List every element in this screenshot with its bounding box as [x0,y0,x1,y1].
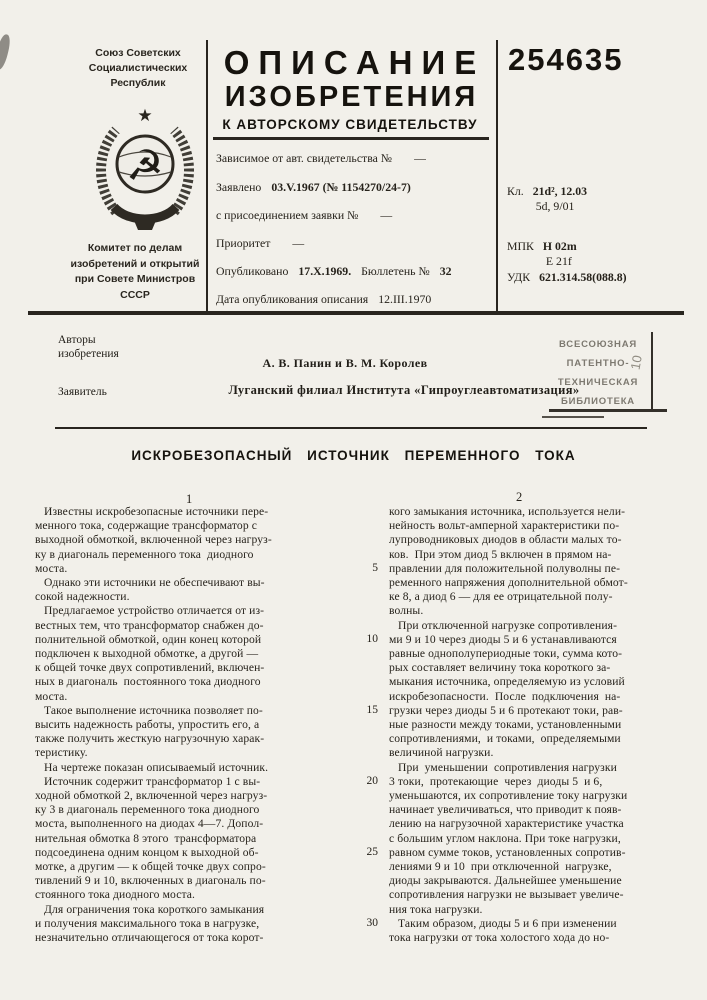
mpk-label: МПК [507,239,534,253]
mpk-value-2: E 21f [545,254,572,268]
field-application-date [216,180,494,195]
line-marker-20: 20 [366,775,378,787]
ussr-emblem-icon [86,100,204,237]
field-label: с присоединением заявки № [216,208,359,222]
doc-type-line2: ИЗОБРЕТЕНИЯ [224,81,479,113]
field-value: — [292,236,305,250]
udk-label: УДК [507,270,531,284]
field-dependent-certificate [216,151,494,166]
published-date: 17.X.1969. [298,264,352,278]
line-marker-15: 15 [366,704,378,716]
line-marker-10: 10 [366,633,378,645]
field-label: Приоритет [216,236,271,250]
patent-number: 254635 [508,42,624,77]
mpk-value-1: H 02m [542,239,577,253]
subtitle-rule [213,137,489,140]
committee-name: Комитет по делам изобретений и открытий при Совете Министров СССР [70,242,200,301]
bulletin-label: Бюллетень № [361,264,430,278]
field-published [216,264,494,279]
field-label: Опубликовано [216,264,289,278]
vertical-rule-right [496,40,498,312]
class-values [533,184,587,214]
main-divider-rule [28,311,684,315]
authors-names: А. В. Панин и В. М. Королев [262,356,428,370]
column-number-1: 1 [186,492,193,506]
doc-subtitle: К АВТОРСКОМУ СВИДЕТЕЛЬСТВУ [222,117,478,132]
applicant-label: Заявитель [58,386,107,398]
scan-artifact [0,33,12,71]
svg-text:☭: ☭ [126,141,164,190]
bulletin-number: 32 [439,264,452,278]
field-value: — [414,151,426,165]
field-value: 12.III.1970 [378,292,432,306]
library-stamp: ВСЕСОЮЗНАЯ ПАТЕНТНО- ТЕХНИЧЕСКАЯ БИБЛИОТЕКА [557,339,639,407]
stamp-mark: 10 [627,354,645,371]
field-label: Зависимое от авт. свидетельства № [216,151,393,165]
udk-value: 621.314.58(088.8) [539,270,627,284]
class-value-1: 21d², 12.03 [532,184,588,198]
column-number-2: 2 [516,490,523,504]
line-marker-5: 5 [372,562,378,574]
body-column-2: кого замыкания источника, используется нели- нейность вольт-амперной характеристики по- лупроводниковых диодов в области малых то- ков. При этом диод 5 включен в прямом на- правлении для положительной полуволны пе- ременного напряжения дополнительной обмот- ке 8, а диод 6 — для ее отрицательной полу- волны. При отключенной нагрузке сопротивления- ми 9 и 10 через диоды 5 и 6 устанавливаются равные однополупериодные токи, сумма кото- рых составляет величину тока короткого за- мыкания источника, определяемую из условий искробезопасности. После подключения на- грузки через диоды 5 и 6 протекают токи, рав- ные разности между токами, установленными сопротивлениями, и токами, определяемыми величиной нагрузки. При уменьшении сопротивления нагрузки 3 токи, протекающие через диоды 5 и 6, уменьшаются, их сопротивление току нагрузки начинает увеличиваться, что приводит к появ- лению на нагрузочной характеристике участка с большим углом наклона. При токе нагрузки, равном сумме токов, установленных сопротив- лениями 9 и 10 при отключенной нагрузке, диоды закрываются. Дальнейшее уменьшение сопротивления нагрузки не вызывает увеличе- ния тока нагрузки. Таким образом, диоды 5 и 6 при изменении тока нагрузки от тока холостого хода до но- [389,505,628,945]
field-priority [216,236,494,251]
union-name: Союз Советских Социалистических Республик [88,47,188,89]
stamp-border-bottom-2 [542,416,604,418]
invention-title: ИСКРОБЕЗОПАСНЫЙ ИСТОЧНИК ПЕРЕМЕННОГО ТОКА [131,448,576,463]
classification-mpk [507,239,577,269]
authors-label: Авторы изобретения [58,334,119,360]
classification-class [507,184,587,214]
field-label: Заявлено [216,180,262,194]
line-marker-30: 30 [366,917,378,929]
stamp-border-right [651,332,653,412]
class-label: Кл. [507,184,524,198]
field-joined-application [216,208,494,223]
field-value: 03.V.1967 (№ 1154270/24-7) [271,180,411,194]
field-label: Дата опубликования описания [216,292,369,306]
field-value: — [380,208,393,222]
classification-udk [507,270,627,285]
applicant-name: Луганский филиал Института «Гипроуглеавтоматизация» [228,383,580,397]
stamp-border-bottom [549,409,667,412]
body-column-1: Известны искробезопасные источники пере- менного тока, содержащие трансформатор с выходной обмоткой, включенной через нагруз- ку в диагональ переменного тока диодного моста. Однако эти источники не обеспечивают вы- сокой надежности. Предлагаемое устройство отличается от из- вестных тем, что трансформатор снабжен до- полнительной обмоткой, один конец которой подключен к выходной обмотке, а другой — к общей точке двух сопротивлений, включен- ных в диагональ постоянного тока диодного моста. Такое выполнение источника позволяет по- высить надежность работы, упростить его, а также получить жесткую нагрузочную харак- теристику. На чертеже показан описываемый источник. Источник содержит трансформатор 1 с вы- ходной обмоткой 2, включенной через нагруз- ку 3 в диагональ переменного тока диодного моста, выполненного на диодах 4—7. Допол- нительная обмотка 8 этого трансформатора подсоединена одним концом к выходной об- мотке, а другим — к общей точке двух сопро- тивлений 9 и 10, включенных в диагональ по- стоянного тока диодного моста. Для ограничения тока короткого замыкания и получения максимального тока в нагрузке, незначительно отличающегося от тока корот- [35,505,272,945]
field-description-published [216,292,494,307]
class-value-2: 5d, 9/01 [535,199,575,213]
doc-type-line1: ОПИСАНИЕ [223,44,486,81]
svg-text:★: ★ [137,106,153,126]
parties-divider-rule [55,427,647,429]
mpk-values [543,239,577,269]
line-marker-25: 25 [366,846,378,858]
